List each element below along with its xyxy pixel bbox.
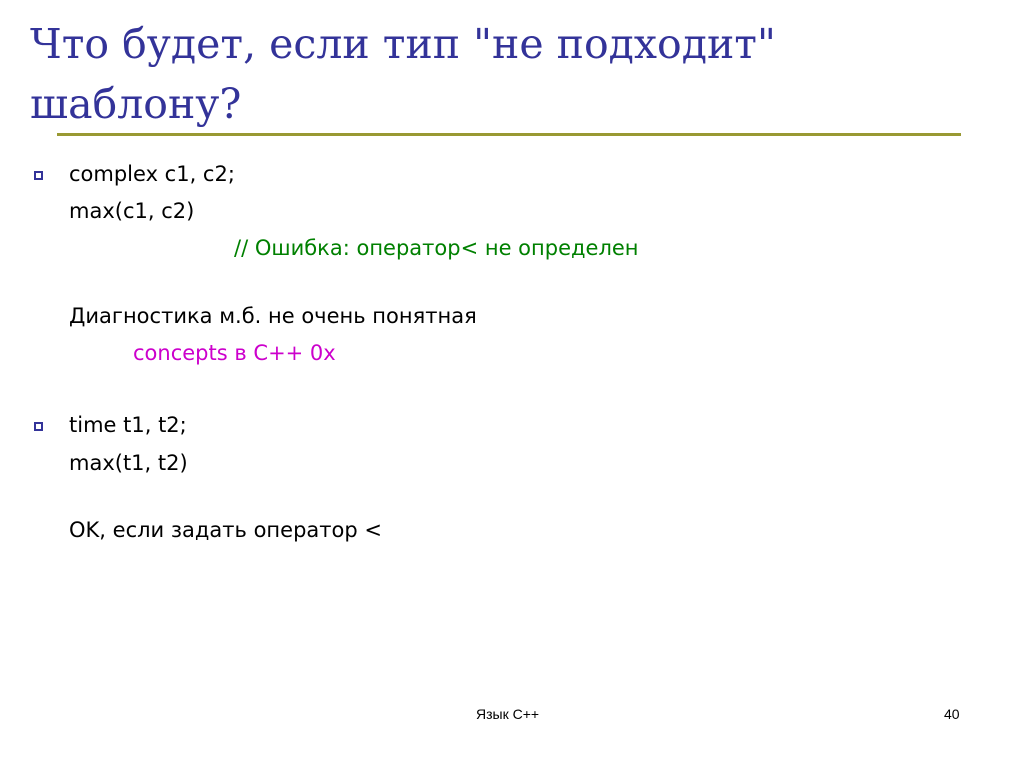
ok-note: OK, если задать оператор < bbox=[69, 518, 382, 542]
diagnostics-note: Диагностика м.б. не очень понятная bbox=[69, 304, 477, 328]
code-comment-error: // Ошибка: оператор< не определен bbox=[234, 236, 639, 260]
code-line-max-call-1: max(c1, c2) bbox=[69, 199, 195, 223]
footer-title: Язык C++ bbox=[476, 706, 540, 722]
concepts-note: concepts в C++ 0x bbox=[133, 341, 336, 365]
bullet-marker-2 bbox=[34, 422, 43, 431]
bullet-marker-1 bbox=[34, 171, 43, 180]
code-line-max-call-2: max(t1, t2) bbox=[69, 451, 188, 475]
page-number: 40 bbox=[944, 706, 960, 722]
code-line-time-decl: time t1, t2; bbox=[69, 413, 187, 437]
title-divider bbox=[57, 133, 961, 136]
slide-title: Что будет, если тип "не подходит" шаблону? bbox=[30, 20, 776, 128]
code-line-complex-decl: complex c1, c2; bbox=[69, 162, 235, 186]
